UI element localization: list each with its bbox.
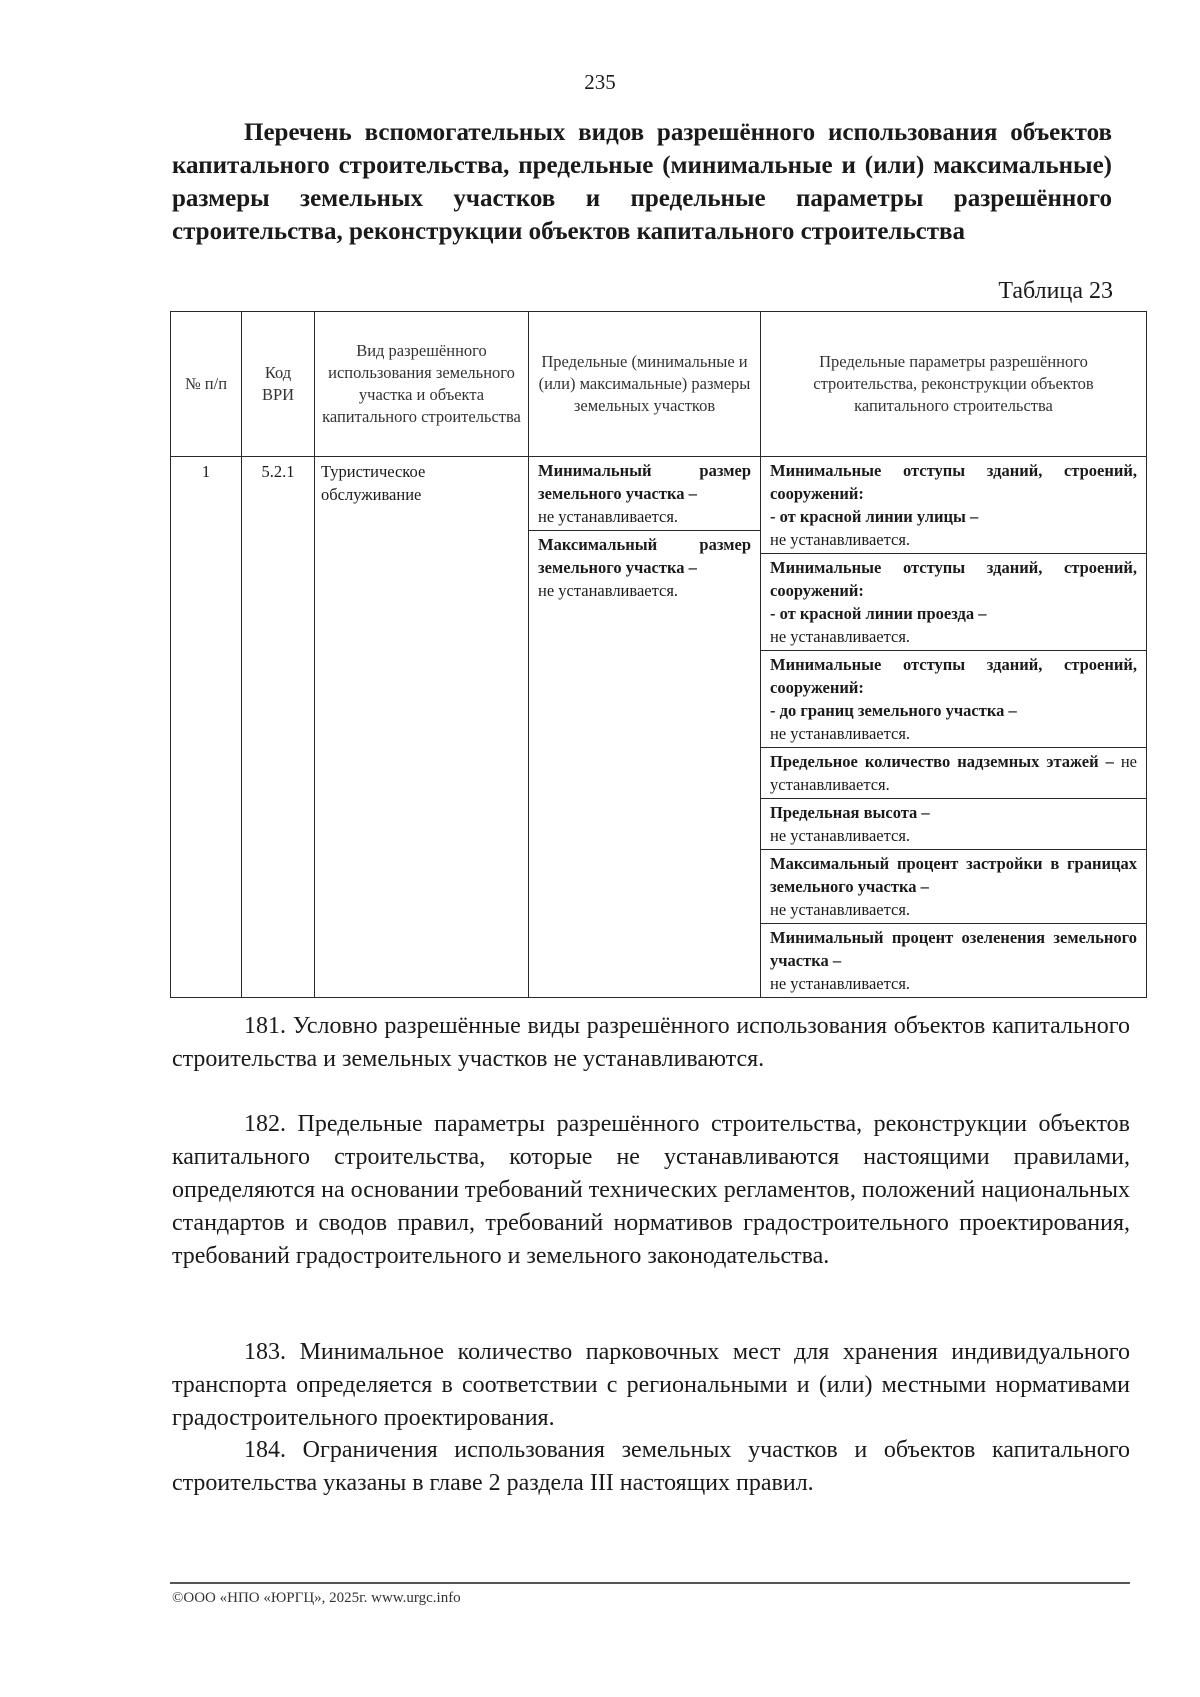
size-block (529, 457, 760, 530)
param-subtitle: - от красной линии улицы – (770, 507, 979, 526)
param-title: Предельная высота – (770, 803, 930, 822)
table-label: Таблица 23 (998, 278, 1113, 304)
param-value: не устанавливается. (770, 752, 1137, 794)
header-number: № п/п (171, 312, 242, 457)
param-block (761, 457, 1146, 553)
param-value: не устанавливается. (770, 627, 911, 646)
paragraph-184: 184. Ограничения использования земельных участков и объектов капитального строительства указаны в главе 2 раздела III настоящих правил. (172, 1437, 1130, 1496)
size-title: Минимальный размер земельного участка – (538, 461, 751, 503)
vri-table (170, 311, 1147, 998)
size-title: Максимальный размер земельного участка – (538, 535, 751, 577)
header-plot-sizes: Предельные (минимальные и (или) максимальные) размеры земельных участков (529, 312, 761, 457)
size-value: не устанавливается. (538, 581, 679, 600)
param-title: Максимальный процент застройки в границах земельного участка – (770, 854, 1137, 896)
param-block (761, 650, 1146, 747)
param-title: Минимальные отступы зданий, строений, сооружений: (770, 461, 1137, 503)
param-value: не устанавливается. (770, 974, 911, 993)
header-build-params: Предельные параметры разрешённого строительства, реконструкции объектов капитального строительства (761, 312, 1147, 457)
param-subtitle: - от красной линии проезда – (770, 604, 987, 623)
footer-divider (170, 1582, 1130, 1584)
param-block (761, 747, 1146, 798)
header-use-type: Вид разрешённого использования земельного участка и объекта капитального строительства (315, 312, 529, 457)
param-block (761, 798, 1146, 849)
param-subtitle: - до границ земельного участка – (770, 701, 1017, 720)
section-heading: Перечень вспомогательных видов разрешённого использования объектов капитального строительства, предельные (минимальные и (или) максимальные) размеры земельных участков и предельные параметры разрешённого строительства, реконструкции объектов капитального строительства (172, 119, 1112, 245)
param-value: не устанавливается. (770, 724, 911, 743)
param-block (761, 553, 1146, 650)
param-title: Минимальный процент озеленения земельного участка – (770, 928, 1137, 970)
paragraph-183: 183. Минимальное количество парковочных мест для хранения индивидуального транспорта определяется в соответствии с региональными и (или) местными нормативами градостроительного проектирования. (172, 1339, 1130, 1431)
table-header-row (171, 312, 1147, 457)
param-title: Минимальные отступы зданий, строений, сооружений: (770, 655, 1137, 697)
param-block (761, 923, 1146, 997)
footer-copyright: ©ООО «НПО «ЮРГЦ», 2025г. www.urgc.info (172, 1590, 461, 1606)
param-value: не устанавливается. (770, 900, 911, 919)
param-title: Предельное количество надземных этажей – (770, 752, 1114, 771)
size-block (529, 530, 760, 604)
page-number: 235 (584, 70, 616, 94)
param-block (761, 849, 1146, 923)
paragraph-181: 181. Условно разрешённые виды разрешённого использования объектов капитального строительства и земельных участков не устанавливаются. (172, 1013, 1130, 1072)
header-code: Код ВРИ (242, 312, 315, 457)
table-row (171, 457, 1147, 998)
paragraph-182: 182. Предельные параметры разрешённого строительства, реконструкции объектов капитального строительства, которые не устанавливаются настоящими правилами, определяются на основании требований технических регламентов, положений национальных стандартов и сводов правил, требований нормативов градостроительного проектирования, требований градостроительного и земельного законодательства. (172, 1111, 1130, 1269)
size-value: не устанавливается. (538, 507, 679, 526)
param-value: не устанавливается. (770, 826, 911, 845)
cell-code: 5.2.1 (242, 457, 315, 998)
cell-number: 1 (171, 457, 242, 998)
cell-plot-sizes (529, 457, 761, 998)
cell-build-params (761, 457, 1147, 998)
param-value: не устанавливается. (770, 530, 911, 549)
cell-use-type: Туристическое обслуживание (315, 457, 529, 998)
param-title: Минимальные отступы зданий, строений, сооружений: (770, 558, 1137, 600)
